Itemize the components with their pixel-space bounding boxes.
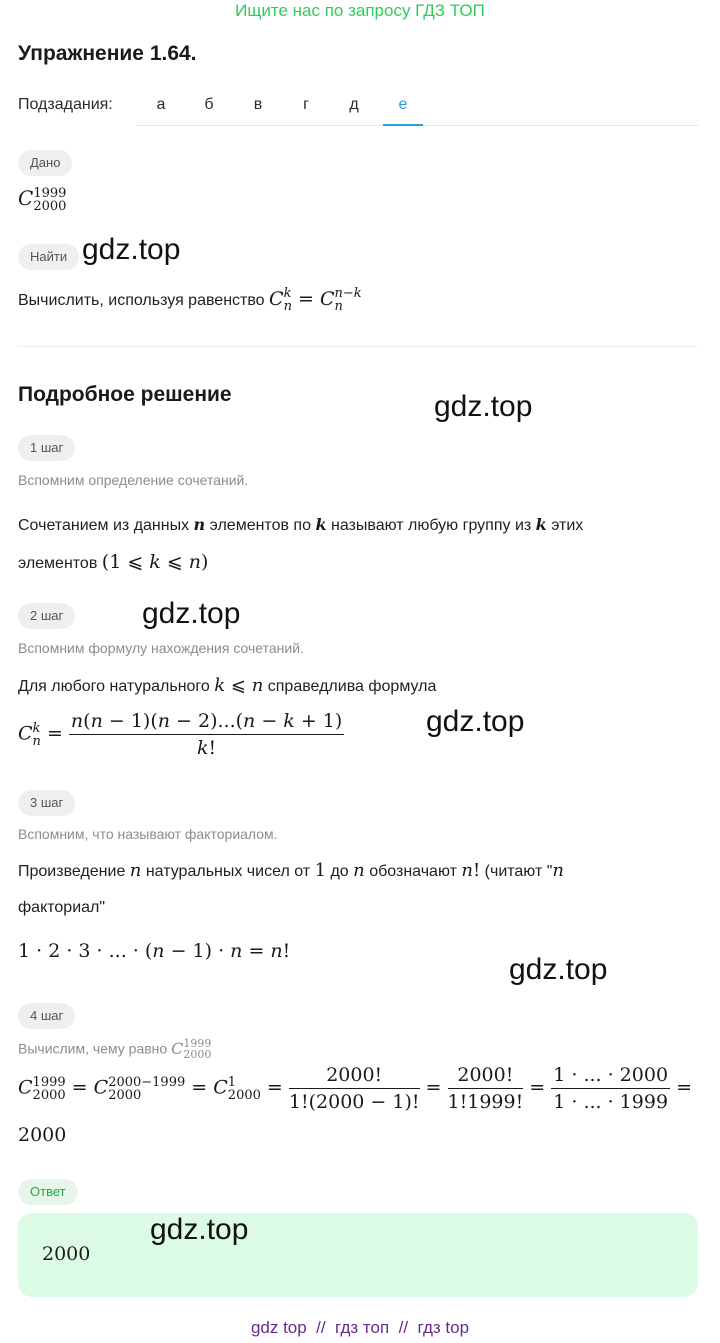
exercise-title: Упражнение 1.64. (18, 42, 197, 65)
step-4-calculation: C 1999 2000 = C 2000−1999 2000 = C 1 2000 = $\frac{2000!}{1!(2000 - 1)!}$ = $\frac{2000!}{1!1999!}$ = $\frac{1 \cdot ... \cdot 2000}{1 \cdot ... \cdot 1999}$ = (18, 1064, 693, 1113)
section-divider (18, 346, 698, 347)
watermark: gdz.top (142, 597, 241, 630)
watermark: gdz.top (82, 233, 181, 266)
watermark: gdz.top (150, 1213, 249, 1246)
answer-value: 2000 (42, 1243, 91, 1265)
tab-d[interactable]: д (349, 96, 359, 113)
step-1-hint: Вспомним определение сочетаний. (18, 472, 249, 488)
tab-e[interactable]: е (383, 96, 423, 126)
step-4-result: 2000 (18, 1124, 67, 1146)
watermark: gdz.top (434, 390, 533, 423)
solution-title: Подробное решение (18, 383, 232, 406)
find-chip: Найти (18, 244, 79, 270)
step-4-hint: Вычислим, чему равно C 1999 2000 (18, 1037, 212, 1061)
search-banner: Ищите нас по запросу ГДЗ ТОП (235, 1, 485, 20)
tab-a[interactable]: а (156, 96, 166, 113)
step-1-chip: 1 шаг (18, 435, 75, 461)
tab-v[interactable]: в (253, 96, 263, 113)
given-chip: Дано (18, 150, 72, 176)
tab-g[interactable]: г (303, 96, 309, 113)
step-3-text: Произведение n натуральных чисел от 1 до n обозначают n! (читают "n факториал" (18, 860, 564, 916)
combination-formula: C k n = $\frac{n(n - 1)(n - 2)...(n - k + 1)}{k!}$ (18, 710, 343, 759)
step-1-text: Сочетанием из данных n элементов по k называют любую группу из k этих элементов (1 ⩽ k ⩽ n) (18, 515, 584, 573)
step-4-chip: 4 шаг (18, 1003, 75, 1029)
tab-b[interactable]: б (204, 96, 214, 113)
subtasks-label: Подзадания: (18, 96, 113, 113)
find-text: Вычислить, используя равенство C k n = C n−k n (18, 286, 362, 314)
given-expression: C 1999 2000 (18, 185, 67, 214)
factorial-formula: 1 · 2 · 3 · ... · (n − 1) · n = n! (18, 940, 291, 962)
watermark: gdz.top (509, 953, 608, 986)
step-2-chip: 2 шаг (18, 603, 75, 629)
footer-links[interactable]: gdz top // гдз топ // гдз top (250, 1318, 470, 1337)
answer-chip: Ответ (18, 1179, 78, 1205)
watermark: gdz.top (426, 705, 525, 738)
step-3-chip: 3 шаг (18, 790, 75, 816)
step-2-text: Для любого натурального k ⩽ n справедлива формула (18, 675, 437, 696)
step-3-hint: Вспомним, что называют факториалом. (18, 826, 278, 842)
answer-box (18, 1213, 698, 1297)
step-2-hint: Вспомним формулу нахождения сочетаний. (18, 640, 304, 656)
